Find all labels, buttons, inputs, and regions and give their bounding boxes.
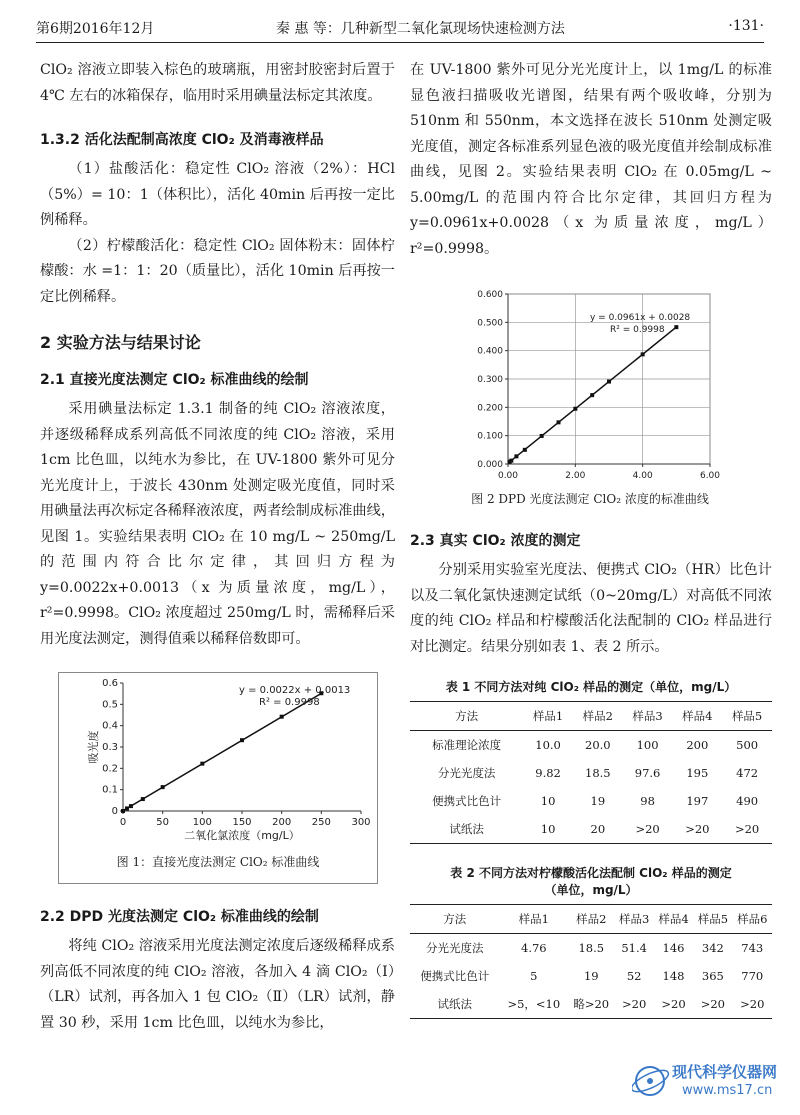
table-cell: 5	[530, 969, 538, 983]
section-heading-2-3: 2.3 真实 ClO₂ 浓度的测定	[410, 533, 581, 549]
table-cell: 19	[590, 794, 606, 808]
figure-1	[58, 672, 378, 884]
data-point	[161, 785, 165, 789]
table-cell: 试纸法	[449, 822, 484, 836]
table-header-cell: 样品6	[737, 912, 768, 926]
x-tick-label: 300	[351, 817, 371, 828]
table-cell: 标准理论浓度	[432, 738, 502, 752]
table-cell: 18.5	[578, 941, 605, 955]
table-cell: 分光光度法	[437, 766, 496, 780]
data-point	[280, 715, 284, 719]
table-cell: 743	[741, 941, 764, 955]
table-cell: 便携式比色计	[432, 794, 502, 808]
y-tick-label: 0.6	[102, 678, 118, 689]
table-row	[410, 731, 772, 760]
x-tick-label: 0	[119, 817, 127, 828]
table-row	[410, 759, 772, 787]
x-axis-label: 二氧化氯浓度（mg/L）	[184, 829, 300, 842]
table-header-cell: 样品4	[658, 912, 689, 926]
x-tick-label: 200	[272, 817, 292, 828]
data-point	[590, 393, 594, 397]
y-tick-label: 0.100	[477, 431, 503, 442]
table-header-cell: 方法	[443, 912, 467, 926]
table-cell: 365	[701, 969, 724, 983]
table-header-cell: 样品1	[532, 709, 564, 723]
plot-area	[123, 683, 361, 811]
table-cell: >20	[685, 822, 710, 836]
r-squared-label: R² = 0.9998	[259, 697, 320, 708]
table-header-row	[410, 905, 772, 934]
page-number: ·131·	[728, 18, 764, 34]
data-point	[121, 809, 125, 813]
table-cell: 10	[540, 822, 556, 836]
paragraph: 分别采用实验室光度法、便携式 ClO₂（HR）比色计以及二氧化氯快速测定试纸（0~20mg/L）对高低不同浓度的纯 ClO₂ 样品和柠檬酸活化法配制的 ClO₂ 样品进行对比测定。结果分别如表 1、表 2 所示。	[410, 562, 772, 655]
table-cell: >20	[622, 997, 647, 1011]
y-tick-label: 0.300	[477, 375, 503, 385]
figure-1-chart	[59, 673, 375, 843]
x-tick-label: 50	[156, 817, 170, 828]
data-point	[523, 448, 527, 452]
figure-2	[460, 284, 720, 514]
table-2-subtitle: （单位，mg/L）	[544, 883, 638, 897]
table-header-cell: 样品1	[518, 912, 549, 926]
left-column	[40, 58, 395, 1036]
paragraph: 将纯 ClO₂ 溶液采用光度法测定浓度后逐级稀释成系列高低不同浓度的纯 ClO₂ 溶液，各加入 4 滴 ClO₂（Ⅰ）（LR）试剂，再各加入 1 包 ClO₂（Ⅱ）（LR）试剂，静置 30 秒，采用 1cm 比色皿，以纯水为参比，	[40, 938, 395, 1031]
section-heading-2-1: 2.1 直接光度法测定 ClO₂ 标准曲线的绘制	[40, 372, 309, 388]
table-cell: 20.0	[585, 738, 611, 752]
y-tick-label: 0.400	[477, 346, 503, 357]
paragraph: 在 UV-1800 紫外可见分光光度计上，以 1mg/L 的标准显色液扫描吸收光谱图，结果有两个吸收峰，分别为 510nm 和 550nm，本文选择在波长 510nm 处测定吸光度值，测定各标准系列显色液的吸光度值并绘制成标准曲线，见图 2。实验结果表明 ClO₂ 在 0.05mg/L ~ 5.00mg/L 的范围内符合比尔定律，其回归方程为 y=0.0961x+0.0028（x 为质量浓度，mg/L）r²=0.9998。	[410, 62, 772, 257]
x-tick-label: 250	[311, 817, 331, 828]
table-header-cell: 样品3	[619, 912, 650, 926]
table-cell: 770	[741, 969, 764, 983]
table-cell: 472	[736, 766, 759, 780]
table-cell: >20	[740, 997, 765, 1011]
data-point	[641, 352, 645, 356]
table-cell: 20	[590, 822, 606, 836]
data-point	[557, 420, 561, 424]
watermark-title: 现代科学仪器网	[672, 1063, 778, 1081]
table-cell: 200	[686, 738, 709, 752]
table-cell: >20	[734, 822, 760, 836]
trendline	[123, 693, 321, 810]
table-header-cell: 样品5	[697, 912, 729, 926]
table-cell: 195	[686, 766, 709, 780]
issue-date: 第6期2016年12月	[36, 21, 155, 37]
data-point	[674, 325, 678, 329]
table-header-cell: 样品2	[582, 709, 613, 723]
y-tick-label: 0.3	[102, 742, 118, 753]
data-point	[240, 738, 244, 742]
table-cell: 18.5	[585, 766, 611, 780]
section-heading-1-3-2: 1.3.2 活化法配制高浓度 ClO₂ 及消毒液样品	[40, 132, 324, 148]
data-point	[509, 459, 513, 463]
x-tick-label: 150	[232, 817, 252, 828]
y-tick-label: 0.500	[477, 318, 503, 329]
table-cell: 342	[701, 941, 724, 955]
table-cell: 9.82	[535, 766, 561, 780]
section-heading-2: 2 实验方法与结果讨论	[40, 333, 201, 352]
table-header-cell: 方法	[455, 709, 479, 723]
table-header-cell: 样品5	[731, 709, 763, 723]
x-tick-label: 6.00	[699, 471, 720, 481]
paragraph: （2）柠檬酸活化：稳定性 ClO₂ 固体粉末：固体柠檬酸：水 =1：1：20（质量比），活化 10min 后再按一定比例稀释。	[40, 237, 395, 305]
table-cell: 略>20	[573, 997, 610, 1011]
table-cell: 51.4	[621, 941, 647, 955]
table-cell: 146	[662, 941, 685, 955]
table-cell: >20	[635, 822, 660, 836]
table-cell: 148	[662, 969, 685, 983]
y-tick-label: 0.2	[102, 763, 118, 775]
figure-2-chart	[460, 284, 720, 484]
figure-2-caption: 图 2 DPD 光度法测定 ClO₂ 浓度的标准曲线	[471, 492, 709, 506]
data-point	[607, 380, 611, 384]
table-row	[410, 962, 772, 990]
running-header	[36, 14, 764, 43]
table-cell: 98	[640, 794, 655, 808]
table-header-cell: 样品4	[682, 709, 713, 723]
table-cell: 100	[636, 738, 659, 752]
table-2	[410, 904, 772, 1019]
data-point	[200, 762, 204, 766]
table-header-row	[410, 702, 772, 731]
table-header-cell: 样品2	[576, 912, 607, 926]
data-point	[141, 797, 145, 801]
table-cell: 97.6	[634, 766, 661, 780]
table-cell: 4.76	[521, 941, 547, 955]
table-1-title: 表 1 不同方法对纯 ClO₂ 样品的测定（单位，mg/L）	[445, 680, 737, 694]
table-row	[410, 990, 772, 1019]
regression-equation: y = 0.0961x + 0.0028	[590, 313, 691, 323]
y-tick-label: 0.600	[477, 290, 503, 300]
x-tick-label: 0.00	[497, 471, 519, 481]
figure-1-caption: 图 1：直接光度法测定 ClO₂ 标准曲线	[116, 855, 320, 869]
watermark-logo	[632, 1057, 792, 1109]
y-tick-label: 0.5	[102, 699, 118, 711]
r-squared-label: R² = 0.9998	[610, 325, 665, 335]
table-cell: 500	[736, 738, 759, 752]
table-cell: 19	[583, 969, 599, 983]
paragraph: ClO₂ 溶液立即装入棕色的玻璃瓶，用密封胶密封后置于 4℃ 左右的冰箱保存，临用时采用碘量法标定其浓度。	[40, 62, 395, 104]
table-cell: 便携式比色计	[420, 969, 490, 983]
table-cell: 10	[540, 794, 556, 808]
table-row	[410, 815, 772, 844]
section-heading-2-2: 2.2 DPD 光度法测定 ClO₂ 标准曲线的绘制	[40, 909, 319, 925]
y-tick-label: 0	[111, 806, 118, 817]
table-cell: 10.0	[535, 738, 561, 752]
table-cell: 52	[626, 969, 642, 983]
data-point	[514, 454, 518, 458]
y-tick-label: 0.000	[477, 460, 503, 470]
table-header-cell: 样品3	[632, 709, 663, 723]
running-title: 秦 惠 等：几种新型二氧化氯现场快速检测方法	[276, 21, 565, 37]
table-cell: 490	[736, 794, 759, 808]
table-row	[410, 787, 772, 815]
table-row	[410, 934, 772, 963]
table-2-title: 表 2 不同方法对柠檬酸活化法配制 ClO₂ 样品的测定	[450, 866, 732, 880]
regression-equation: y = 0.0022x + 0.0013	[239, 685, 351, 696]
table-cell: 197	[686, 794, 709, 808]
table-cell: 分光光度法	[426, 941, 484, 955]
table-cell: >20	[661, 997, 686, 1011]
x-tick-label: 2.00	[565, 471, 586, 481]
y-tick-label: 0.4	[102, 720, 118, 732]
table-cell: >5，<10	[507, 997, 561, 1011]
x-tick-label: 4.00	[632, 471, 653, 481]
data-point	[573, 407, 577, 411]
y-axis-label: 吸光度	[87, 730, 100, 764]
y-tick-label: 0.1	[102, 784, 118, 796]
watermark-url: www.ms17.cn	[682, 1083, 773, 1098]
table-cell: >20	[700, 997, 726, 1011]
x-tick-label: 100	[192, 817, 212, 828]
paragraph: （1）盐酸活化：稳定性 ClO₂ 溶液（2%）：HCl（5%）= 10：1（体积比），活化 40min 后再按一定比例稀释。	[40, 161, 395, 228]
data-point	[129, 804, 133, 808]
right-column	[410, 58, 772, 1019]
y-tick-label: 0.200	[477, 403, 503, 414]
data-point	[125, 806, 129, 810]
table-cell: 试纸法	[437, 997, 473, 1011]
paragraph: 采用碘量法标定 1.3.1 制备的纯 ClO₂ 溶液浓度，并逐级稀释成系列高低不同浓度的纯 ClO₂ 溶液，采用 1cm 比色皿，以纯水为参比，在 UV-1800 紫外可见分光光度计上，于波长 430nm 处测定吸光度值，同时采用碘量法再次标定各稀释液浓度，两者绘制成标准曲线，见图 1。实验结果表明 ClO₂ 在 10 mg/L ~ 250mg/L 的范围内符合比尔定律，其回归方程为 y=0.0022x+0.0013（x 为质量浓度，mg/L），r²=0.9998。ClO₂ 浓度超过 250mg/L 时，需稀释后采用光度法测定，测得值乘以稀释倍数即可。	[40, 401, 395, 647]
data-point	[540, 434, 544, 438]
table-1	[410, 701, 772, 844]
